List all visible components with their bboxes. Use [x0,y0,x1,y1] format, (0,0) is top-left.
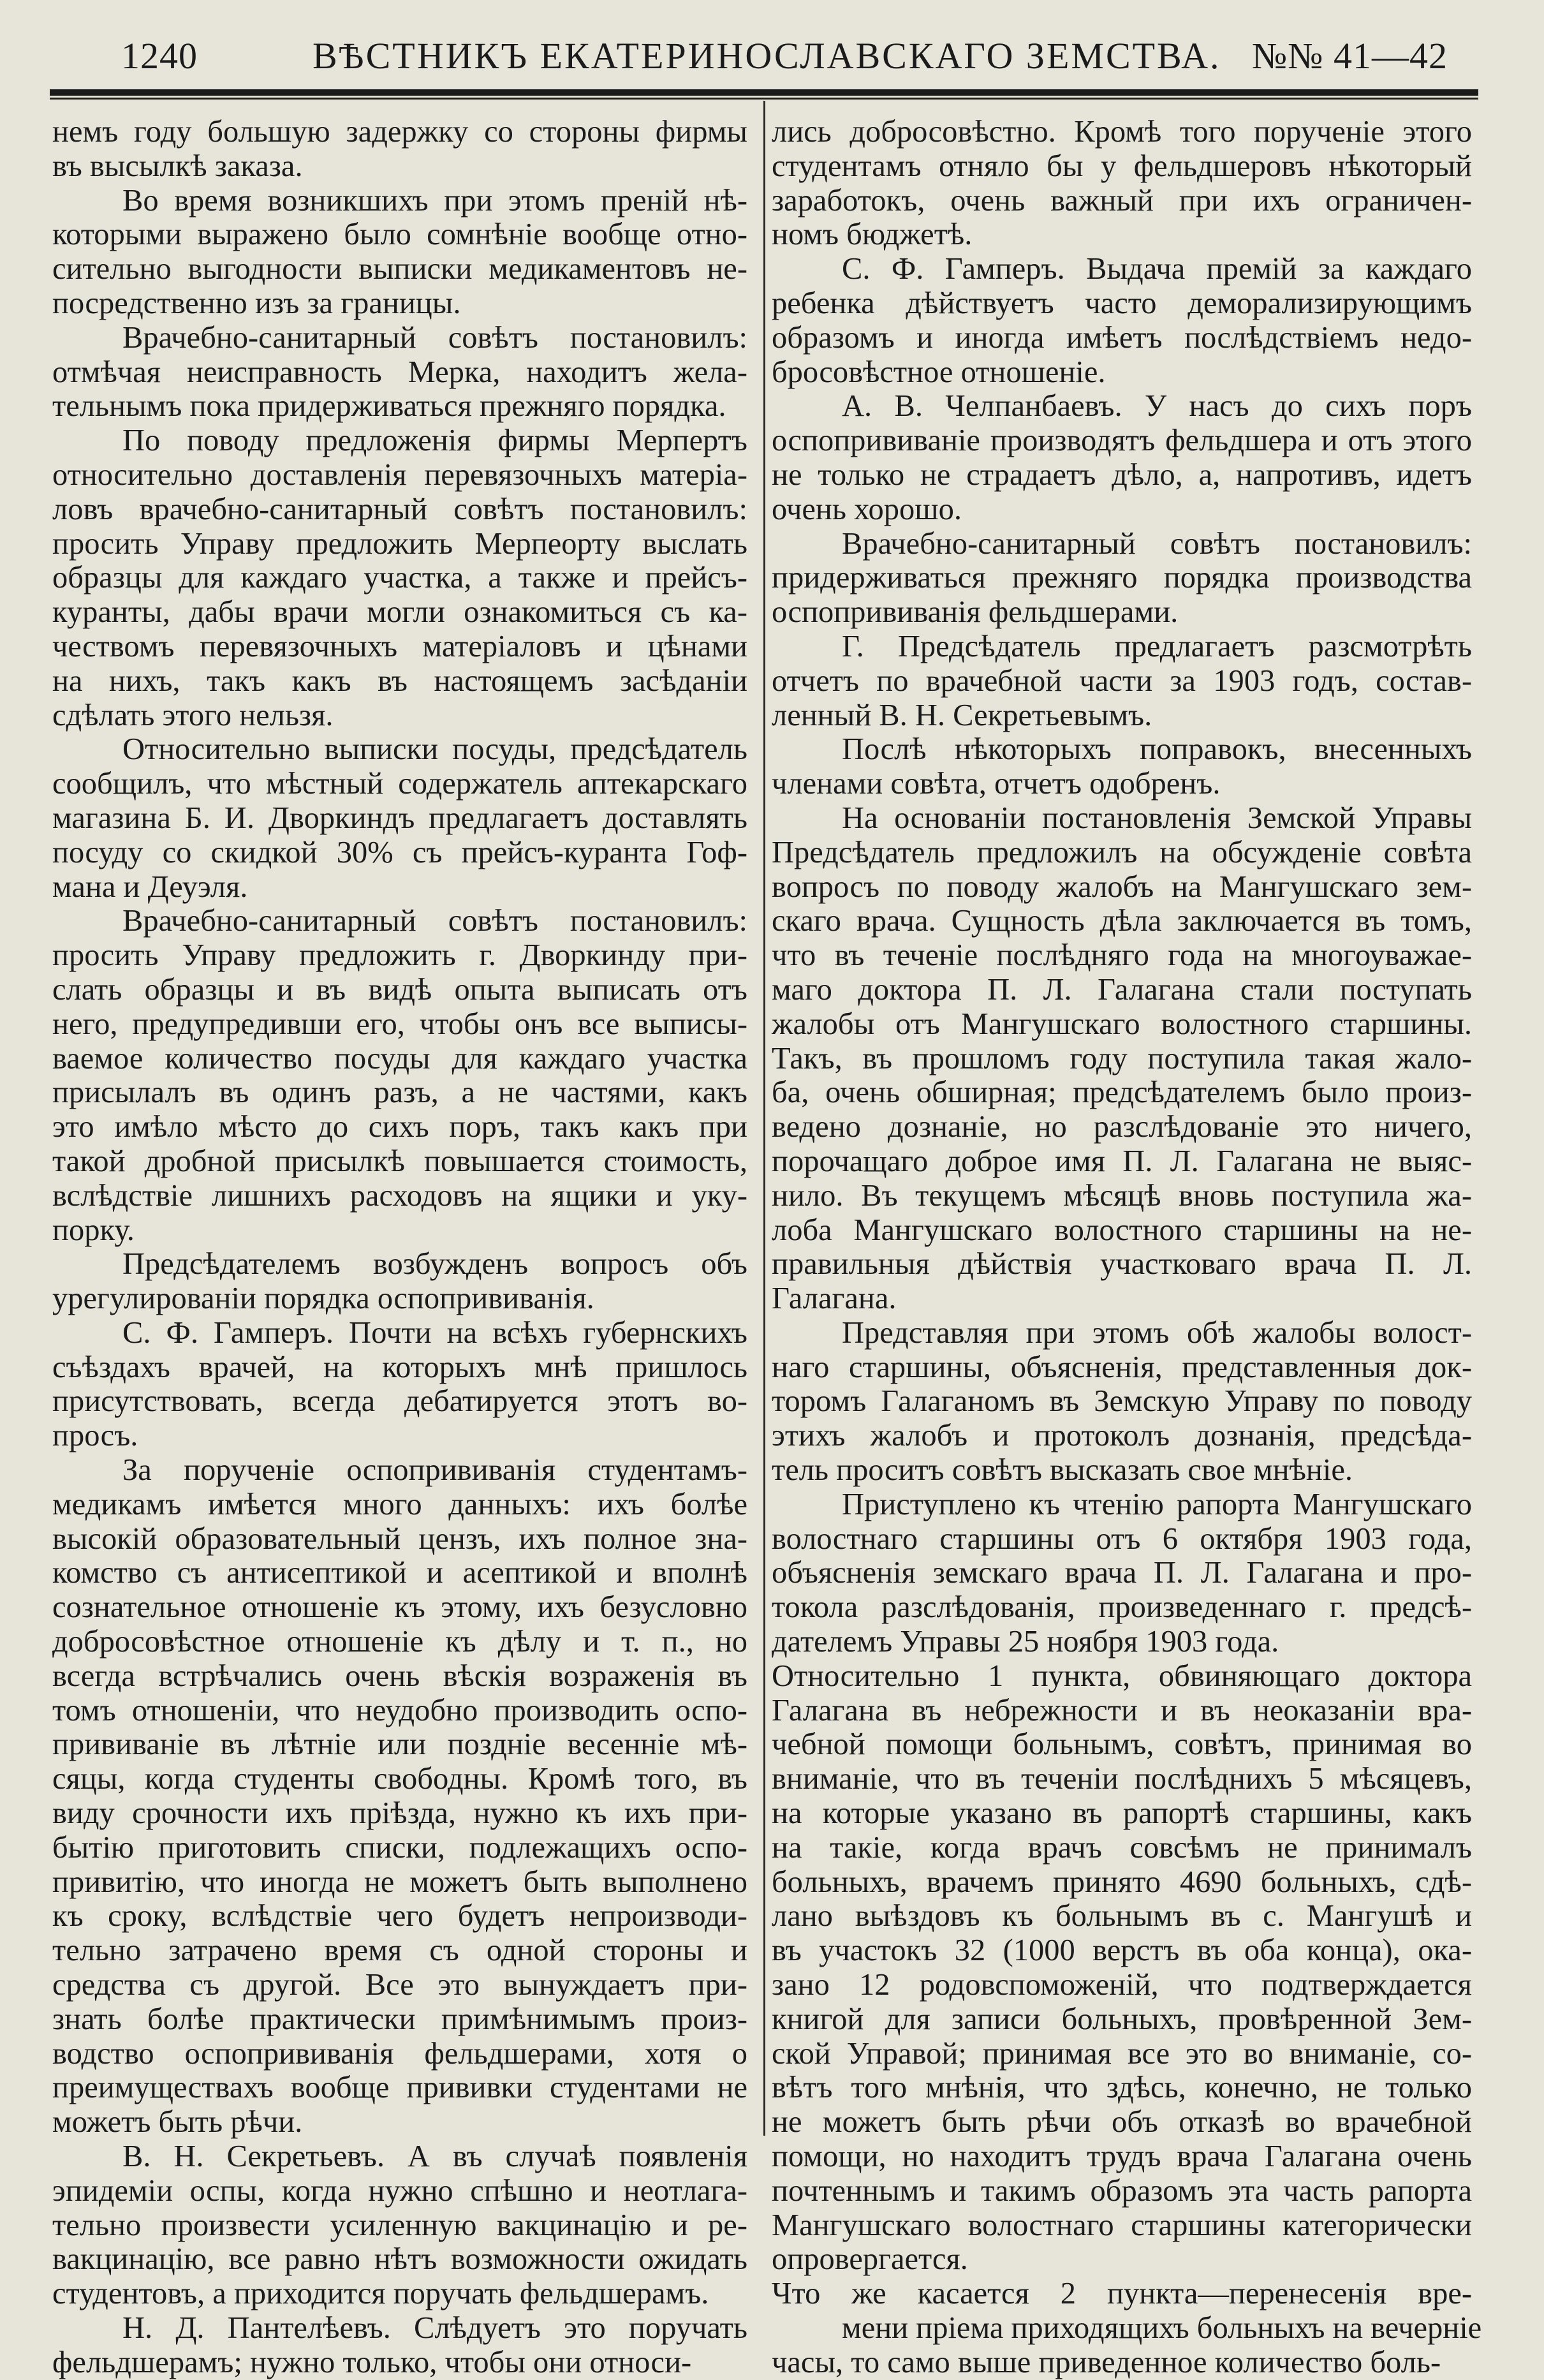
right-column-line: ленный В. Н. Секретьевымъ. [772,698,1152,732]
left-column-line: виду срочности ихъ пріѣзда, нужно къ ихъ при- [52,1796,747,1831]
right-column-line: вѣтъ того мнѣнія, что здѣсь, конечно, не только [772,2071,1472,2105]
left-column-line: По поводу предложенія фирмы Мерпертъ [122,424,747,458]
page-number: 1240 [121,35,198,77]
right-column-line: образомъ и иногда имѣетъ послѣдствіемъ недо- [772,320,1472,355]
right-column [772,115,1482,2380]
right-column-line: помощи, но находитъ трудъ врача Галагана очень [772,2140,1472,2174]
left-column-line: магазина Б. И. Дворкиндъ предлагаетъ доставлять [52,801,747,835]
left-column-line: ваемое количество посуды для каждаго участка [52,1041,747,1075]
left-column-line: Врачебно-санитарный совѣтъ постановилъ: [122,904,747,938]
left-column-line: добросовѣстное отношеніе къ дѣлу и т. п., но [52,1625,747,1659]
left-column-line: высокій образовательный цензъ, ихъ полное зна- [52,1521,747,1556]
right-column-line: скаго врача. Сущность дѣла заключается въ томъ, [772,904,1472,938]
left-column-line: Н. Д. Пантелѣевъ. Слѣдуетъ это поручать [122,2311,747,2345]
left-column-line: просъ. [52,1419,138,1453]
left-column-line: мана и Деуэля. [52,869,248,904]
left-column-line: куранты, дабы врачи могли ознакомиться съ ка- [52,595,747,630]
left-column-line: Во время возникшихъ при этомъ преній нѣ- [122,183,747,218]
right-column-line: правильныя дѣйствія участковаго врача П. Л. [772,1247,1472,1282]
left-column-line: относительно доставленія перевязочныхъ матеріа- [52,457,747,492]
right-column-line: токола разслѣдованія, произведеннаго г. предсѣ- [772,1590,1472,1625]
right-column-line: ведено дознаніе, но разслѣдованіе это ничего, [772,1110,1472,1144]
left-column-line: прививаніе въ лѣтніе или позднiе весенніе мѣ- [52,1727,747,1762]
right-column-line: С. Ф. Гамперъ. Выдача премій за каждаго [842,252,1472,286]
left-column-line: сяцы, когда студенты свободны. Кромѣ того, въ [52,1762,747,1796]
left-column-line: вакцинацію, все равно нѣтъ возможности ожидать [52,2242,747,2277]
right-column-line: этихъ жалобъ и протоколъ дознанія, предсѣда- [772,1419,1472,1453]
right-column-line: На основаніи постановленія Земской Управы [842,801,1472,835]
left-column-line: въ высылкѣ заказа. [52,149,303,183]
right-column-line: въ участокъ 32 (1000 верстъ въ оба конца), ока- [772,1933,1472,1968]
left-column-line: сдѣлать этого нельзя. [52,698,334,732]
left-column-line: студентовъ, а приходится поручать фельдшерамъ. [52,2277,709,2311]
left-column-line: эпидеміи оспы, когда нужно спѣшно и неотлага- [52,2173,747,2208]
right-column-line: маго доктора П. Л. Галагана стали поступать [772,972,1472,1007]
right-column-line: лоба Мангушскаго волостного старшины на не- [772,1213,1472,1247]
left-column-line: посуду со скидкой 30% съ прейсъ-куранта Гоф- [52,835,747,869]
left-column-line: слать образцы и въ видѣ опыта выписать отъ [52,972,747,1007]
right-column-line: что въ теченіе послѣдняго года на многоуважае- [772,938,1472,973]
left-column-line: тельно произвести усиленную вакцинацію и ре- [52,2208,747,2242]
left-column-line: немъ году большую задержку со стороны фирмы [52,115,747,149]
right-column-line: Представляя при этомъ обѣ жалобы волост- [842,1315,1472,1350]
right-column-line: Приступлено къ чтенію рапорта Мангушскаго [842,1487,1472,1521]
left-column-line: сительно выгодности выписки медикаментовъ не- [52,252,747,286]
header-rule-thin [50,98,1478,100]
left-column-line: такой дробной присылкѣ повышается стоимость, [52,1144,747,1178]
left-column-line: просить Управу предложить г. Дворкинду при- [52,938,747,973]
right-column-line: Послѣ нѣкоторыхъ поправокъ, внесенныхъ [842,732,1472,767]
right-column-line: студентамъ отняло бы у фельдшеровъ нѣкоторый [772,149,1472,183]
right-column-line: Предсѣдатель предложилъ на обсужденіе совѣта [772,835,1472,869]
right-column-line: лано выѣздовъ къ больнымъ въ с. Мангушѣ и [772,1899,1472,1933]
journal-title: ВѢСТНИКЪ ЕКАТЕРИНОСЛАВСКАГО ЗЕМСТВА. [312,35,1221,77]
right-column-line: номъ бюджетѣ. [772,218,973,252]
right-column-line: на которые указано въ рапортѣ старшины, какъ [772,1796,1472,1831]
right-column-line: почтеннымъ и такимъ образомъ эта часть рапорта [772,2173,1472,2208]
right-column-line: объясненія земскаго врача П. Л. Галагана и про- [772,1556,1472,1590]
right-column-line: оспопрививанія фельдшерами. [772,595,1179,630]
left-column-line: него, предупредивши его, чтобы онъ все выписы- [52,1007,747,1041]
right-column-line: Что же касается 2 пункта—перенесенія вре- [772,2277,1472,2311]
left-column-line: посредственно изъ за границы. [52,286,461,320]
right-column-line: тель проситъ совѣтъ высказать свое мнѣніе. [772,1453,1353,1488]
left-column-line: Врачебно-санитарный совѣтъ постановилъ: [122,320,747,355]
right-column-line: Галагана въ небрежности и въ неоказаніи вра- [772,1693,1472,1727]
left-column-line: присутствовать, всегда дебатируется этотъ во- [52,1384,747,1419]
right-column-line: Врачебно-санитарный совѣтъ постановилъ: [842,526,1472,561]
left-column-line: С. Ф. Гамперъ. Почти на всѣхъ губернскихъ [122,1315,747,1350]
right-column-line: часы, то само выше приведенное количество боль- [772,2345,1441,2379]
right-column-line: чебной помощи больнымъ, совѣтъ, принимая во [772,1727,1472,1762]
left-column-line: фельдшерамъ; нужно только, чтобы они относи- [52,2345,692,2379]
right-column-line: мени пріема приходящихъ больныхъ на вечерніе [842,2311,1482,2345]
left-column-line: знать болѣе практически примѣнимымъ произ- [52,2002,747,2036]
right-column-line: волостнаго старшины отъ 6 октября 1903 года, [772,1521,1472,1556]
left-column-line: комство съ антисептикой и асептикой и вполнѣ [52,1556,747,1590]
right-column-line: нило. Въ текущемъ мѣсяцѣ вновь поступила жа- [772,1178,1472,1213]
right-column-line: жалобы отъ Мангушскаго волостного старшины. [772,1007,1472,1041]
right-column-line: членами совѣта, отчетъ одобренъ. [772,767,1221,801]
right-column-line: ской Управой; принимая все это во вниманіе, со- [772,2036,1472,2071]
right-column-line: дателемъ Управы 25 ноября 1903 года. [772,1625,1279,1659]
left-column-line: тельно затрачено время съ одной стороны и [52,1933,747,1968]
left-column-line: образцы для каждаго участка, а также и прейсъ- [52,561,747,595]
right-column-line: вопросъ по поводу жалобъ на Мангушскаго зем- [772,869,1472,904]
right-column-line: не можетъ быть рѣчи объ отказѣ во врачебной [772,2105,1472,2140]
left-column-line: Относительно выписки посуды, предсѣдатель [122,732,747,767]
right-column-line: придерживаться прежняго порядка производства [772,561,1472,595]
right-column-line: Галагана. [772,1282,897,1316]
right-column-line: Такъ, въ прошломъ году поступила такая жало- [772,1041,1472,1075]
right-column-line: Относительно 1 пункта, обвиняющаго доктора [772,1659,1472,1693]
left-column-line: съѣздахъ врачей, на которыхъ мнѣ пришлось [52,1350,747,1384]
left-column-line: къ сроку, вслѣдствіе чего будетъ непроизводи- [52,1899,747,1933]
right-column-line: отчетъ по врачебной части за 1903 годъ, состав- [772,663,1472,698]
right-column-line: не только не страдаетъ дѣло, а, напротивъ, идетъ [772,457,1472,492]
left-column-line: сообщилъ, что мѣстный содержатель аптекарскаго [52,767,747,801]
left-column-line: томъ отношеніи, что неудобно производить оспо- [52,1693,747,1727]
left-column-line: ловъ врачебно-санитарный совѣтъ постановилъ: [52,492,747,526]
right-column-line: очень хорошо. [772,492,962,526]
right-column-line: Г. Предсѣдатель предлагаетъ разсмотрѣть [842,629,1472,663]
left-column-line: чествомъ перевязочныхъ матеріаловъ и цѣнами [52,629,747,663]
right-column-line: ребенка дѣйствуетъ часто деморализирующимъ [772,286,1472,320]
left-column-line: урегулированіи порядка оспопрививанія. [52,1282,594,1316]
left-column-line: средства съ другой. Все это вынуждаетъ при- [52,1968,747,2002]
left-column-line: водство оспопрививанія фельдшерами, хотя о [52,2036,747,2071]
right-column-line: на такіе, когда врачъ совсѣмъ не принималъ [772,1830,1472,1865]
left-column-line: порку. [52,1213,135,1247]
left-column-line: можетъ быть рѣчи. [52,2105,303,2140]
right-column-line: Мангушскаго волостнаго старшины категорически [772,2208,1472,2242]
left-column-line: Предсѣдателемъ возбужденъ вопросъ объ [122,1247,747,1282]
left-column-line: тельнымъ пока придерживаться прежняго порядка. [52,389,726,424]
right-column-line: больныхъ, врачемъ принято 4690 больныхъ, сдѣ- [772,1865,1472,1899]
column-divider [763,101,765,2136]
right-column-line: наго старшины, объясненія, представленныя док- [772,1350,1472,1384]
right-column-line: зано 12 родовспоможеній, что подтверждается [772,1968,1472,2002]
left-column-line: отмѣчая неисправность Мерка, находитъ жела- [52,355,747,389]
right-column-line: книгой для записи больныхъ, провѣренной Зем- [772,2002,1472,2036]
header-rule [50,89,1478,96]
left-column-line: сознательное отношеніе къ этому, ихъ безусловно [52,1590,747,1625]
left-column-line: присылалъ въ одинъ разъ, а не частями, какъ [52,1075,747,1110]
page-header [45,26,1448,86]
left-column-line: на нихъ, такъ какъ въ настоящемъ засѣданіи [52,663,747,698]
right-column-line: лись добросовѣстно. Кромѣ того порученіе этого [772,115,1472,149]
left-column-line: это имѣло мѣсто до сихъ поръ, такъ какъ при [52,1110,747,1144]
right-column-line: торомъ Галаганомъ въ Земскую Управу по поводу [772,1384,1472,1419]
right-column-line: вниманіе, что въ теченіи послѣднихъ 5 мѣсяцевъ, [772,1762,1472,1796]
right-column-line: ба, очень обширная; предсѣдателемъ было произ- [772,1075,1472,1110]
right-column-line: оспопрививаніе производятъ фельдшера и отъ этого [772,424,1472,458]
right-column-line: опровергается. [772,2242,968,2277]
right-column-line: заработокъ, очень важный при ихъ ограничен- [772,183,1472,218]
right-column-line: порочащаго доброе имя П. Л. Галагана не выяс- [772,1144,1472,1178]
left-column-line: бытію приготовить списки, подлежащихъ оспо- [52,1830,747,1865]
left-column-line: преимуществахъ вообще прививки студентами не [52,2071,747,2105]
left-column [52,115,747,2380]
left-column-line: привитію, что иногда не можетъ быть выполнено [52,1865,747,1899]
left-column-line: медикамъ имѣется много данныхъ: ихъ болѣе [52,1487,747,1521]
issue-number: №№ 41—42 [1251,35,1448,77]
right-column-line: А. В. Челпанбаевъ. У насъ до сихъ поръ [842,389,1472,424]
left-column-line: За порученіе оспопрививанія студентамъ- [122,1453,747,1488]
left-column-line: которыми выражено было сомнѣніе вообще отно- [52,218,747,252]
left-column-line: вслѣдствіе лишнихъ расходовъ на ящики и уку- [52,1178,747,1213]
left-column-line: всегда встрѣчались очень вѣскія возраженія въ [52,1659,747,1693]
right-column-line: бросовѣстное отношеніе. [772,355,1106,389]
left-column-line: просить Управу предложить Мерпеорту выслать [52,526,747,561]
left-column-line: В. Н. Секретьевъ. А въ случаѣ появленія [122,2140,747,2174]
